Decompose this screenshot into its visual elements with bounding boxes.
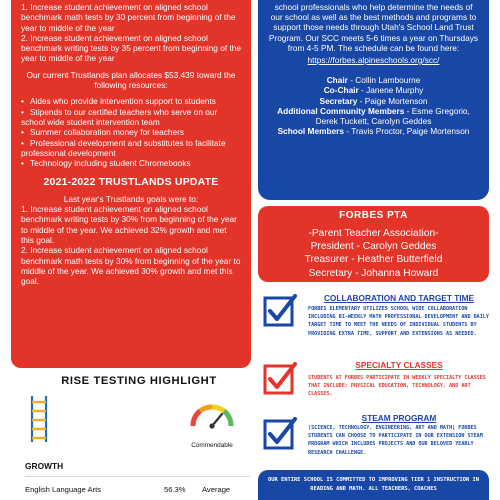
steam-desc: (SCIENCE, TECHNOLOGY, ENGINEERING, ART AND MATH) FORBES STUDENTS CAN CHOOSE TO PARTICIPATE IN OUR EXTENSION STEAM PROGRAM WHICH INCLUDES PROJECTS AND OUR BELOVED YEARLY RESEARCH CHALLENGE. [308,425,483,456]
specialty-desc: STUDENTS AT FORBES PARTICIPATE IN WEEKLY SPECIALTY CLASSES THAT INCLUDE: PHYSICAL EDUCATION, TECHNOLOGY, AND ART CLASSES. [308,375,486,398]
checkmark-box-icon [262,360,298,396]
rise-title: RISE TESTING HIGHLIGHT [61,375,217,387]
checkmark-box-icon [262,292,298,328]
update-title: 2021-2022 TRUSTLANDS UPDATE [43,176,219,189]
scc-chair: Chair - Collin Lambourne [326,75,421,86]
scc-secretary: Secretary - Paige Mortenson [319,95,428,106]
goal-item: 1. Increase student achievement on aligned school benchmark math tests by 30 percent from beginning of the year to middle of the year [21,2,236,33]
specialty-title: SPECIALTY CLASSES [355,360,443,370]
pta-line: President - Carolyn Geddes [310,241,437,253]
last-year-text: Last year's Trustlands goals were to: [63,193,199,204]
goal-item: 1. Increase student achievement on aligned school benchmark writing tests by 30% from beginning of the year to middle of the year. We achieved 32% growth and met this goal. [21,204,237,245]
ladder-icon [28,396,50,442]
scc-cochair: Co-Chair - Janene Murphy [323,85,424,96]
specialty-section [262,360,492,410]
goal-item: 2. Increase student achievement on aligned school benchmark writing tests by 35 percent from beginning of the year to middle of the year [21,32,241,64]
scc-panel [258,0,489,200]
gauge-label: Commendable [191,442,233,449]
scc-school: School Members - Travis Proctor, Paige Mortenson [277,126,470,137]
resource-item: • Aides who provide intervention support to students [21,96,241,106]
growth-title: GROWTH [25,461,64,471]
resources-list [21,96,241,168]
resource-item: • Technology including student Chromebooks [21,158,241,168]
goal-item: 2. Increase student achievement on aligned school benchmark math tests by 30% from beginning of the year to middle of the year. We achieved 30% growth and met this goal. [21,245,241,287]
subject-label: English Language Arts [25,485,101,494]
scc-members [268,75,479,136]
scc-additional: Additional Community Members - Esme Gregorio, Derek Tuckett, Carolyn Geddes [277,105,470,127]
percent-value: 56.3% [164,485,186,494]
trustlands-goals [21,2,241,64]
resource-item: • Stipends to our certified teachers who serve on our school wide student intervention team [21,107,241,128]
rating-value: Average [202,485,231,494]
collab-title: COLLABORATION AND TARGET TIME [323,293,475,303]
scc-link[interactable]: https://forbes.alpineschools.org/scc/ [307,55,440,66]
resource-item: • Professional development and substitutes to facilitate professional development [21,138,241,159]
scc-intro: school professionals who help determine the needs of our school as well as the best methods and programs to support those needs through Utah's School Land Trust Program. Our SCC meets 5-6 times a year on Thursdays from 4-5 PM. The schedule can be found here: [268,2,479,53]
collab-desc: FORBES ELEMENTARY UTILIZES SCHOOL WIDE COLLABORATION INCLUDING BI-WEEKLY MATH PROFESSIONAL DEVELOPMENT AND DAILY TARGET TIME TO MEET THE NEEDS OF INDIVIDUAL STUDENTS BY PROVIDING EXTRA TIME, SUPPORT AND EXTENSIONS AS NEEDED. [308,306,489,337]
trustlands-panel [11,0,251,368]
resource-item: • Summer collaboration money for teachers [21,127,241,137]
gauge-icon [188,400,236,430]
pta-title: FORBES PTA [339,210,408,221]
divider [25,476,250,477]
last-year-goals [21,204,241,286]
bottom-banner: OUR ENTIRE SCHOOL IS COMMITTED TO IMPROVING TIER 1 INSTRUCTION IN READING AND MATH. ALL TEACHERS, COACHES [258,470,489,500]
steam-section [262,411,492,466]
pta-line: Treasurer - Heather Butterfield [304,254,443,266]
allocation-text: Our current Trustlands plan allocates $53,439 toward the following resources: [26,69,236,91]
checkmark-box-icon [262,415,298,451]
collab-section [262,288,492,350]
pta-lines [258,224,489,282]
steam-title: STEAM PROGRAM [361,413,437,423]
pta-line: -Parent Teacher Association- [308,228,439,239]
pta-line: Secretary - Johanna Howard [308,267,439,279]
